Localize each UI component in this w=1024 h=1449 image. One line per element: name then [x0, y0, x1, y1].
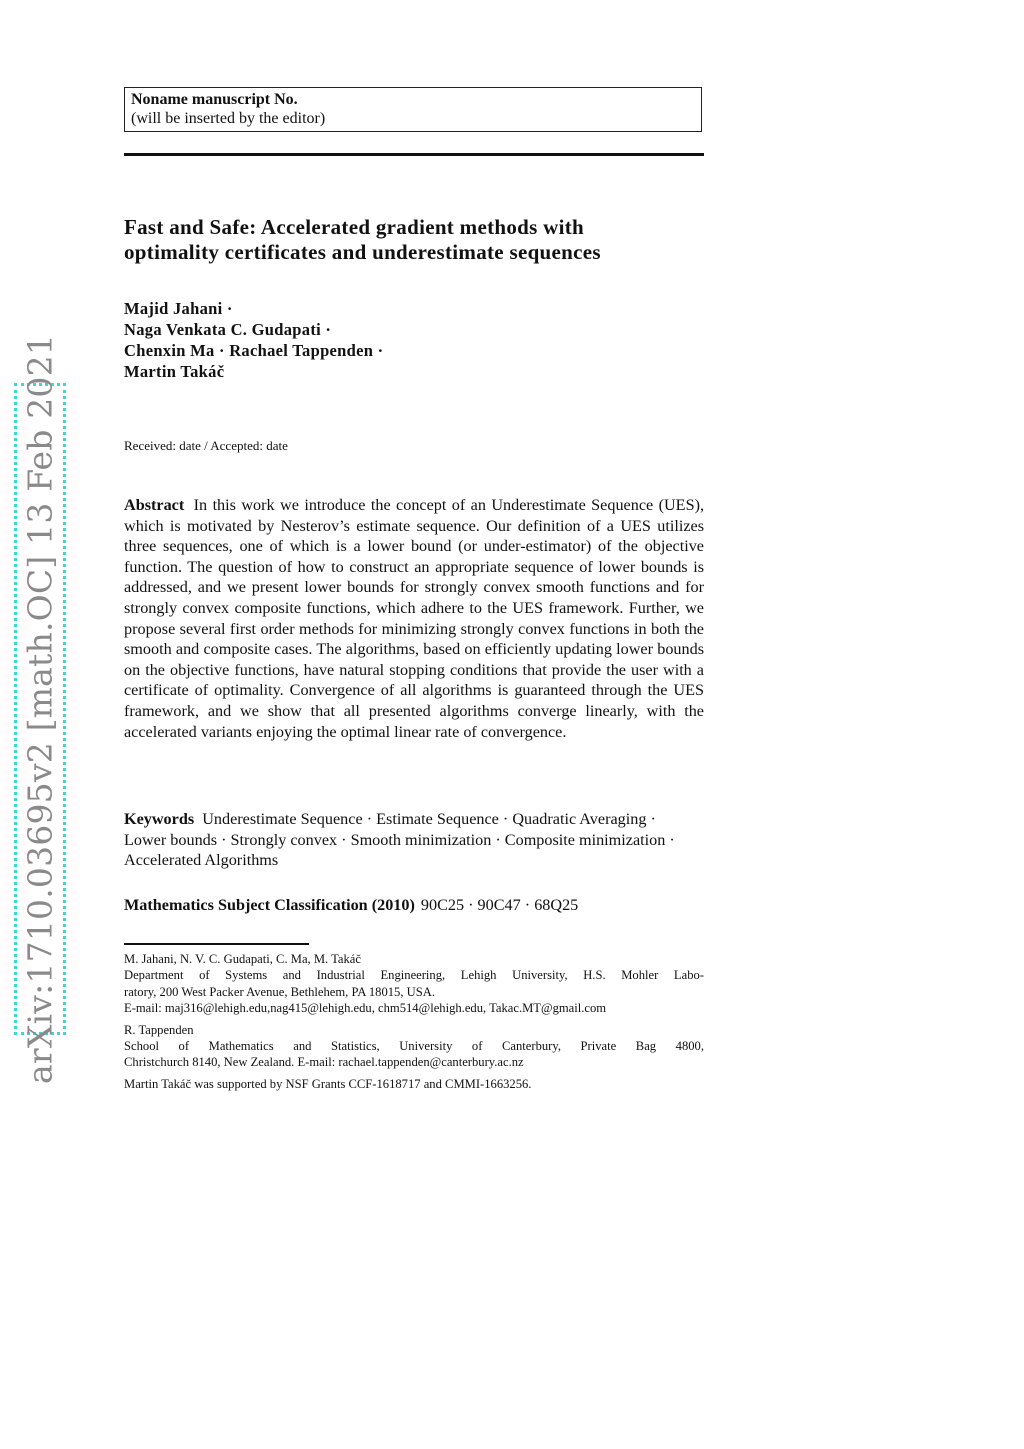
footnote-affiliation-2-cont[interactable]: Christchurch 8140, New Zealand. E-mail: rachael.tappenden@canterbury.ac.nz — [124, 1055, 524, 1070]
header-rule — [124, 153, 704, 156]
keywords-section — [124, 809, 684, 871]
footnote-authors-2: R. Tappenden — [124, 1022, 194, 1037]
manuscript-number-box — [124, 87, 702, 132]
manuscript-number-label: Noname manuscript No. — [131, 91, 298, 108]
footnote-affiliation-1: Department of Systems and Industrial Engineering, Lehigh University, H.S. Mohler Labo- — [124, 968, 704, 983]
footnote-affiliation-2: School of Mathematics and Statistics, University of Canterbury, Private Bag 4800, — [124, 1039, 704, 1054]
author-line: Majid Jahani · — [124, 299, 233, 318]
title-line: optimality certificates and underestimate sequences — [124, 240, 601, 264]
author-line: Chenxin Ma · Rachael Tappenden · — [124, 341, 384, 360]
abstract-section — [124, 495, 704, 742]
arxiv-identifier[interactable]: arXiv:1710.03695v2 [math.OC] 13 Feb 2021 — [20, 333, 60, 1085]
footnote-funding: Martin Takáč was supported by NSF Grants CCF-1618717 and CMMI-1663256. — [124, 1076, 532, 1091]
author-line: Martin Takáč — [124, 362, 225, 381]
editor-note: (will be inserted by the editor) — [131, 110, 326, 127]
title-line: Fast and Safe: Accelerated gradient methods with — [124, 215, 585, 239]
abstract-label: Abstract — [124, 496, 185, 514]
abstract-text: In this work we introduce the concept of an Underestimate Sequence (UES), which is motivated by Nesterov’s estimate sequence. Our definition of a UES utilizes three sequences, one of which is a lower bound (or under-estimator) of the objective function. The question of how to construct an appropriate sequence of lower bounds is addressed, and we present lower bounds for strongly convex smooth functions and for strongly convex composite functions, which adhere to the UES framework. Further, we propose several first order methods for minimizing strongly convex functions in both the smooth and composite cases. The algorithms, based on efficiently updating lower bounds on the objective functions, have natural stopping conditions that provide the user with a certificate of optimality. Convergence of all algorithms is guaranteed through the UES framework, and we show that all presented algorithms converge linearly, with the accelerated variants enjoying the optimal linear rate of convergence. — [124, 496, 705, 741]
paper-title — [124, 215, 724, 265]
author-line: Naga Venkata C. Gudapati · — [124, 320, 332, 339]
msc-codes: 90C25 · 90C47 · 68Q25 — [420, 896, 579, 914]
msc-classification — [124, 895, 578, 915]
author-list — [124, 298, 383, 382]
keywords-label: Keywords — [124, 810, 195, 828]
footnote-authors-1: M. Jahani, N. V. C. Gudapati, C. Ma, M. Takáč — [124, 952, 361, 966]
keywords-text: Underestimate Sequence · Estimate Sequence · Quadratic Averaging · Lower bounds · Strongly convex · Smooth minimization · Composite minimization · Accelerated Algorithms — [124, 810, 675, 870]
footnote-rule — [124, 943, 309, 945]
footnote-affiliation-1-cont: ratory, 200 West Packer Avenue, Bethlehem, PA 18015, USA. — [124, 984, 435, 999]
msc-label: Mathematics Subject Classification (2010) — [124, 896, 415, 914]
footnote-email-1[interactable]: E-mail: maj316@lehigh.edu,nag415@lehigh.edu, chm514@lehigh.edu, Takac.MT@gmail.com — [124, 1001, 607, 1016]
footnotes — [124, 951, 704, 1092]
received-date: Received: date / Accepted: date — [124, 438, 288, 453]
